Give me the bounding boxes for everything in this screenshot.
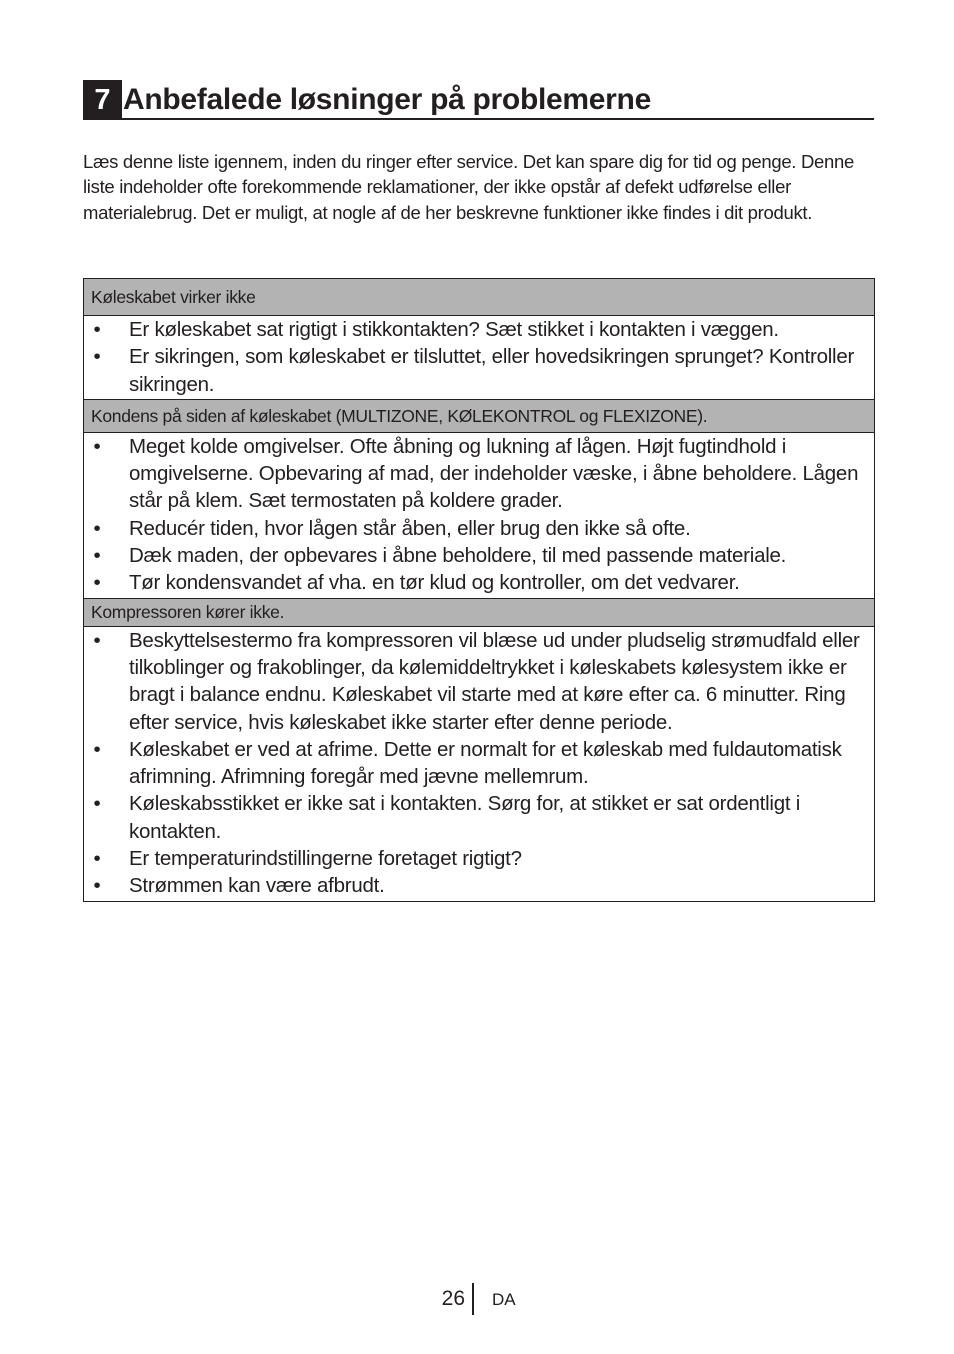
solution-text: Strømmen kan være afbrudt. <box>129 874 385 898</box>
solution-text: Er sikringen, som køleskabet er tilsluttet, eller hovedsikringen sprunget? Kontroller sikringen. <box>129 345 855 396</box>
solution-text: Reducér tiden, hvor lågen står åben, eller brug den ikke så ofte. <box>129 516 691 540</box>
bullet-icon: • <box>93 571 101 595</box>
solution-item <box>84 316 868 343</box>
bullet-icon: • <box>93 516 101 540</box>
solution-item <box>84 736 868 791</box>
problem-header-row <box>84 598 875 626</box>
solution-item <box>84 515 868 542</box>
solution-text: Er temperaturindstillingerne foretaget rigtigt? <box>129 847 522 871</box>
bullet-icon: • <box>93 874 101 898</box>
bullet-icon: • <box>93 847 101 871</box>
bullet-icon: • <box>93 434 101 458</box>
solution-list <box>84 316 874 399</box>
chapter-title: Anbefalede løsninger på problemerne <box>123 83 651 116</box>
bullet-icon: • <box>93 345 101 369</box>
bullet-icon: • <box>93 544 101 568</box>
solution-item <box>84 872 868 899</box>
solution-text: Beskyttelsestermo fra kompressoren vil blæse ud under pludselig strømudfald eller tilkoblinger og frakoblinger, da kølemiddeltrykket i køleskabets kølesystem ikke er bragt i balance endnu. Køleskabet vil starte med at køre efter ca. 6 minutter. Ring efter service, hvis køleskabet ikke starter efter denne periode. <box>129 628 860 734</box>
bullet-icon: • <box>93 792 101 816</box>
intro-text <box>83 149 883 225</box>
solutions-cell <box>84 432 875 598</box>
problem-title: Kompressoren kører ikke. <box>84 598 875 626</box>
problem-title: Køleskabet virker ikke <box>84 279 875 316</box>
page-footer <box>0 1283 954 1317</box>
footer-divider <box>472 1283 474 1315</box>
solution-item <box>84 790 868 845</box>
solution-item <box>84 569 868 596</box>
bullet-icon: • <box>93 628 101 652</box>
solutions-row <box>84 316 875 400</box>
page-number: 26 <box>441 1287 465 1310</box>
solutions-cell <box>84 316 875 400</box>
language-code: DA <box>492 1290 516 1309</box>
problem-title: Kondens på siden af køleskabet (MULTIZONE, KØLEKONTROL og FLEXIZONE). <box>84 399 875 432</box>
solution-list <box>84 433 874 598</box>
solution-text: Tør kondensvandet af vha. en tør klud og kontroller, om det vedvarer. <box>129 571 740 595</box>
bullet-icon: • <box>93 318 101 341</box>
bullet-icon: • <box>93 737 101 761</box>
problem-header-row <box>84 279 875 316</box>
troubleshooting-table <box>83 278 875 902</box>
solution-text: Køleskabsstikket er ikke sat i kontakten. Sørg for, at stikket er sat ordentligt i kontakten. <box>129 792 801 843</box>
solutions-row <box>84 626 875 901</box>
solution-text: Køleskabet er ved at afrime. Dette er normalt for et køleskab med fuldautomatisk afrimning. Afrimning foregår med jævne mellemrum. <box>129 737 842 789</box>
solutions-row <box>84 432 875 598</box>
solution-list <box>84 627 874 901</box>
chapter-heading <box>83 80 874 120</box>
intro-paragraph: Læs denne liste igennem, inden du ringer efter service. Det kan spare dig for tid og penge. Denne liste indeholder ofte forekommende reklamationer, der ikke opstår af defekt udførelse eller materialebrug. Det er muligt, at nogle af de her beskrevne funktioner ikke findes i dit produkt. <box>83 151 854 223</box>
solution-item <box>84 343 868 398</box>
solution-text: Er køleskabet sat rigtigt i stikkontakten? Sæt stikket i kontakten i væggen. <box>129 318 779 341</box>
chapter-number: 7 <box>83 80 122 120</box>
solution-text: Meget kolde omgivelser. Ofte åbning og lukning af lågen. Højt fugtindhold i omgivelserne. Opbevaring af mad, der indeholder væske, i åbne beholdere. Lågen står på klem. Sæt termostaten på koldere grader. <box>129 434 859 513</box>
solution-item <box>84 845 868 872</box>
solution-text: Dæk maden, der opbevares i åbne beholdere, til med passende materiale. <box>129 544 787 568</box>
solution-item <box>84 542 868 569</box>
solutions-cell <box>84 626 875 901</box>
solution-item <box>84 433 868 515</box>
problem-header-row <box>84 399 875 432</box>
solution-item <box>84 627 868 736</box>
